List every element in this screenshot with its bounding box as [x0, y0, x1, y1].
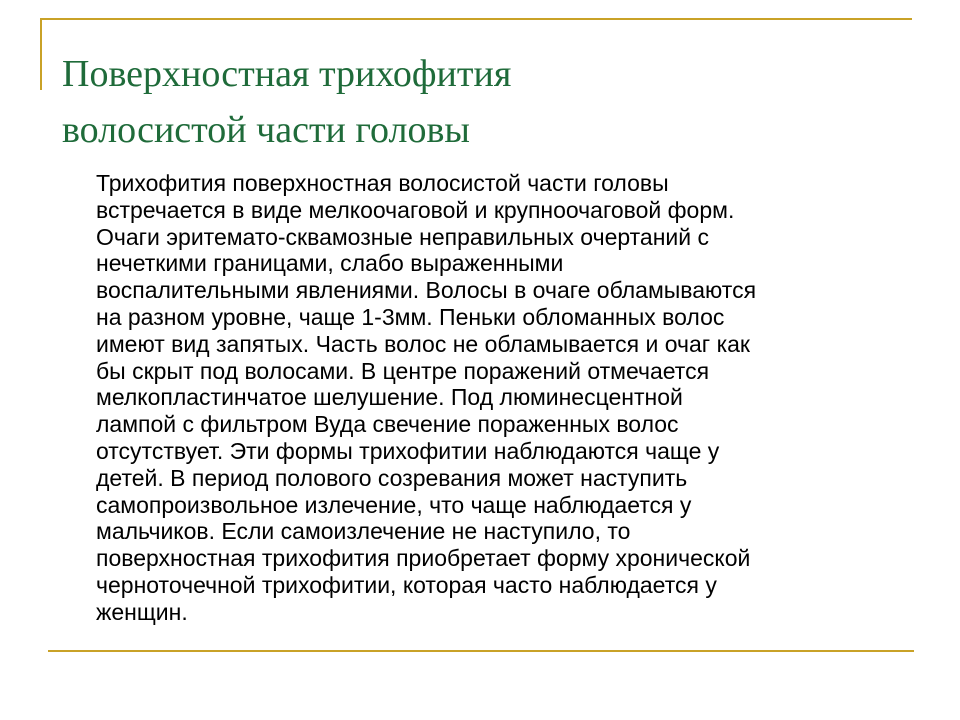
body-line: бы скрыт под волосами. В центре поражений отмечается	[96, 357, 710, 384]
frame-top-line	[40, 18, 912, 20]
body-line: мелкопластинчатое шелушение. Под люминесцентной	[96, 384, 683, 411]
body-line: на разном уровне, чаще 1-3мм. Пеньки обломанных волос	[96, 303, 725, 330]
body-line: отсутствует. Эти формы трихофитии наблюдаются чаще у	[96, 437, 720, 464]
body-line: нечеткими границами, слабо выраженными	[96, 250, 564, 277]
body-line: мальчиков. Если самоизлечение не наступило, то	[96, 518, 631, 545]
body-line: воспалительными явлениями. Волосы в очаге обламываются	[96, 277, 757, 304]
slide-title	[62, 46, 922, 158]
body-line: Трихофития поверхностная волосистой части головы	[96, 170, 669, 196]
body-line: лампой с фильтром Вуда свечение пораженных волос	[96, 411, 679, 438]
body-line: самопроизвольное излечение, что чаще наблюдается у	[96, 491, 692, 518]
frame-bottom-line	[48, 650, 914, 652]
body-line: поверхностная трихофития приобретает форму хронической	[96, 545, 751, 572]
body-line: встречается в виде мелкоочаговой и крупноочаговой форм.	[96, 196, 735, 223]
body-line: черноточечной трихофитии, которая часто наблюдается у	[96, 571, 717, 598]
body-line: Очаги эритемато-сквамозные неправильных очертаний с	[96, 223, 710, 250]
title-line: Поверхностная трихофития	[62, 53, 512, 95]
title-line: волосистой части головы	[62, 109, 470, 151]
body-line: женщин.	[96, 598, 188, 625]
body-line: детей. В период полового созревания может наступить	[96, 464, 688, 491]
body-line: имеют вид запятых. Часть волос не обламывается и очаг как	[96, 330, 750, 357]
frame-left-line	[40, 18, 42, 90]
slide-body-text	[96, 170, 908, 626]
